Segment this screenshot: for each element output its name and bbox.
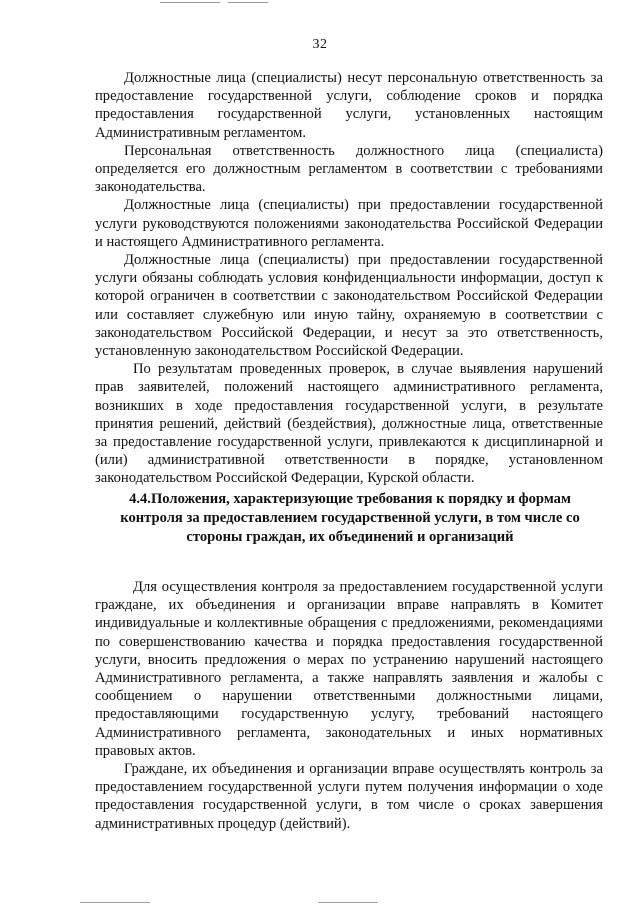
paragraph: По результатам проведенных проверок, в случае выявления нарушений прав заявителей, положений настоящего административного регламента, возникших в ходе предоставления государственной услуги, в результате принятия решений, действий (бездействия), должностные лица, ответственные за предоставление государственной услуги, привлекаются к дисциплинарной и (или) административной ответственности в порядке, установленном законодательством Российской Федерации, Курской области. [95,361,603,487]
paragraph: Для осуществления контроля за предоставлением государственной услуги граждане, их объединения и организации вправе направлять в Комитет индивидуальные и коллективные обращения с предложениями, рекомендациями по совершенствованию качества и порядка предоставления государственной услуги, вносить предложения о мерах по устранению нарушений настоящего Административного регламента, а также направлять заявления и жалобы с сообщением о нарушении ответственными должностными лицами, предоставляющими государственную услугу, требований настоящего Административного регламента, законодательных и иных нормативных правовых актов. [95,579,603,759]
paragraph: Должностные лица (специалисты) несут персональную ответственность за предоставление государственной услуги, соблюдение сроков и порядка предоставления государственной услуги, установленных настоящим Административным регламентом. [95,70,603,141]
scan-artifact-bottom [80,902,150,903]
page-number: 32 [312,37,328,52]
paragraph: Персональная ответственность должностного лица (специалиста) определяется его должностным регламентом в соответствии с требованиями законодательства. [95,142,603,196]
scan-artifact-bottom [318,902,378,903]
scan-artifact-top [160,2,220,3]
section-heading: 4.4.Положения, характеризующие требования к порядку и формам контроля за предоставлением государственной услуги, в том числе со стороны граждан, их объединений и организаций [120,491,580,545]
paragraph: Граждане, их объединения и организации вправе осуществлять контроль за предоставлением государственной услуги путем получения информации о ходе предоставления государственной услуги, в том числе о сроках завершения административных процедур (действий). [95,761,603,832]
paragraph: Должностные лица (специалисты) при предоставлении государственной услуги руководствуются положениями законодательства Российской Федерации и настоящего Административного регламента. [95,197,603,250]
body-text-bottom [95,578,603,833]
scan-artifact-top [228,2,268,3]
body-text-top [95,69,603,488]
paragraph: Должностные лица (специалисты) при предоставлении государственной услуги обязаны соблюдать условия конфиденциальности информации, доступ к которой ограничен в соответствии с законодательством Российской Федерации или составляет служебную или иную тайну, охраняемую в соответствии с законодательством Российской Федерации, и несут за это ответственность, установленную законодательством Российской Федерации. [95,252,603,360]
